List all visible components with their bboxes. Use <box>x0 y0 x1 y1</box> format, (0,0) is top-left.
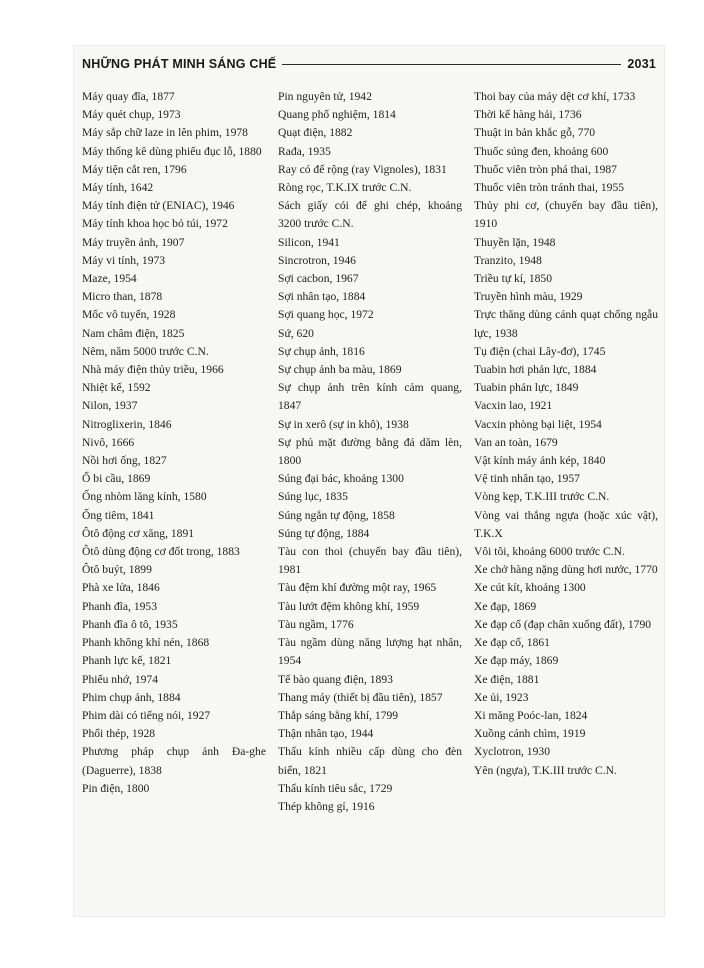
index-entry: Vệ tinh nhân tạo, 1957 <box>474 472 580 486</box>
index-entry: Thận nhân tạo, 1944 <box>278 727 374 741</box>
index-entry: Nhà máy điện thủy triều, 1966 <box>82 363 224 377</box>
index-entry: Ống tiêm, 1841 <box>82 508 155 522</box>
index-entry: Nhiệt kế, 1592 <box>82 381 151 395</box>
index-entry: Máy quét chụp, 1973 <box>82 108 181 122</box>
index-entry: Trực thăng dùng cánh quạt chống ngẫu lực, 1938 <box>474 308 658 340</box>
index-entry: Phim dài có tiếng nói, 1927 <box>82 708 211 722</box>
index-entry: Phiếu nhớ, 1974 <box>82 672 159 686</box>
index-entry: Thang máy (thiết bị đầu tiên), 1857 <box>278 690 443 704</box>
index-entry: Xe đạp máy, 1869 <box>474 654 559 668</box>
index-columns <box>82 88 658 816</box>
index-entry: Máy tính, 1642 <box>82 181 154 195</box>
index-entry: Vacxin phòng bại liệt, 1954 <box>474 417 602 431</box>
index-entry: Maze, 1954 <box>82 272 137 286</box>
index-entry: Mốc vô tuyến, 1928 <box>82 308 176 322</box>
index-entry: Phương pháp chụp ảnh Đa-ghe (Daguerre), 1838 <box>82 745 266 777</box>
index-entry: Vòng vai thắng ngựa (hoặc xúc vật), T.K.X <box>474 508 658 540</box>
index-entry: Tụ điện (chai Lây-đơ), 1745 <box>474 344 606 358</box>
column-3 <box>474 88 658 816</box>
index-entry: Phổi thép, 1928 <box>82 727 156 741</box>
index-entry: Thoi bay của máy dệt cơ khí, 1733 <box>474 90 636 103</box>
index-entry: Máy quay đĩa, 1877 <box>82 90 175 103</box>
index-entry: Máy truyền ảnh, 1907 <box>82 235 185 249</box>
index-entry: Vacxin lao, 1921 <box>474 399 553 413</box>
index-entry: Ray có đế rộng (ray Vignoles), 1831 <box>278 162 447 176</box>
index-entry: Súng lục, 1835 <box>278 490 348 504</box>
index-entry: Nồi hơi ống, 1827 <box>82 454 167 468</box>
index-entry: Ôtô động cơ xăng, 1891 <box>82 526 195 540</box>
index-entry: Thấu kính tiêu sắc, 1729 <box>278 781 393 795</box>
index-entry: Tàu đệm khí đường một ray, 1965 <box>278 581 437 595</box>
page-number: 2031 <box>627 57 656 71</box>
index-entry: Thuật in bản khắc gỗ, 770 <box>474 126 596 140</box>
index-entry: Sợi cacbon, 1967 <box>278 272 359 286</box>
index-entry: Sự chụp ảnh, 1816 <box>278 344 365 358</box>
index-entry: Thắp sáng bằng khí, 1799 <box>278 708 399 722</box>
index-entry: Nêm, năm 5000 trước C.N. <box>82 344 209 358</box>
column-2 <box>278 88 462 816</box>
index-entry: Nam châm điện, 1825 <box>82 326 185 340</box>
index-entry: Sợi nhân tạo, 1884 <box>278 290 366 304</box>
index-entry: Sợi quang học, 1972 <box>278 308 374 322</box>
index-entry: Ống nhòm lăng kính, 1580 <box>82 490 207 504</box>
index-entry: Truyền hình màu, 1929 <box>474 290 583 304</box>
index-entry: Tàu ngầm dùng năng lượng hạt nhân, 1954 <box>278 636 462 668</box>
index-entry: Súng đại bác, khoảng 1300 <box>278 472 404 486</box>
index-entry: Xuồng cánh chìm, 1919 <box>474 727 586 741</box>
index-entry: Quang phổ nghiệm, 1814 <box>278 108 396 122</box>
index-entry: Phà xe lửa, 1846 <box>82 581 160 595</box>
index-entry: Ôtô dùng động cơ đốt trong, 1883 <box>82 545 240 559</box>
index-entry: Súng ngắn tự động, 1858 <box>278 508 395 522</box>
index-entry: Ôtô buýt, 1899 <box>82 563 152 577</box>
index-entry: Thấu kính nhiều cấp dùng cho đèn biển, 1821 <box>278 745 462 777</box>
index-entry: Máy tiện cắt ren, 1796 <box>82 162 187 176</box>
index-entry: Thủy phi cơ, (chuyến bay đầu tiên), 1910 <box>474 199 658 231</box>
index-entry: Xe đạp, 1869 <box>474 599 537 613</box>
index-entry: Thời kế hàng hải, 1736 <box>474 108 582 122</box>
index-entry: Pin điện, 1800 <box>82 781 150 795</box>
index-entry: Vôi tôi, khoảng 6000 trước C.N. <box>474 545 625 559</box>
index-entry: Xe điện, 1881 <box>474 672 540 686</box>
index-entry: Silicon, 1941 <box>278 235 340 249</box>
index-entry: Ổ bi cầu, 1869 <box>82 472 151 486</box>
index-entry: Tuabin phản lực, 1849 <box>474 381 579 395</box>
index-entry: Vòng kẹp, T.K.III trước C.N. <box>474 490 610 504</box>
index-entry: Xe đạp cổ, 1861 <box>474 636 550 650</box>
index-entry: Tàu con thoi (chuyến bay đầu tiên), 1981 <box>278 545 462 577</box>
index-entry: Phanh lực kế, 1821 <box>82 654 172 668</box>
index-entry: Micro than, 1878 <box>82 290 163 304</box>
index-entry: Quạt điện, 1882 <box>278 126 353 140</box>
index-entry: Xe chở hàng nặng dùng hơi nước, 1770 <box>474 563 658 577</box>
index-entry: Phanh không khí nén, 1868 <box>82 636 210 650</box>
index-entry: Phim chụp ảnh, 1884 <box>82 690 181 704</box>
index-entry: Xe đạp cổ (đạp chân xuống đất), 1790 <box>474 617 652 631</box>
index-entry: Thuyền lặn, 1948 <box>474 235 556 249</box>
index-entry: Thuốc súng đen, khoảng 600 <box>474 144 609 158</box>
index-entry: Sứ, 620 <box>278 326 314 340</box>
index-entry: Vật kính máy ảnh kép, 1840 <box>474 454 606 468</box>
index-entry: Nilon, 1937 <box>82 399 138 413</box>
index-entry: Triều tự kí, 1850 <box>474 272 553 286</box>
index-entry: Thuốc viên tròn tránh thai, 1955 <box>474 181 625 195</box>
index-entry: Yên (ngựa), T.K.III trước C.N. <box>474 763 617 777</box>
index-entry: Van an toàn, 1679 <box>474 435 558 449</box>
index-entry: Nivô, 1666 <box>82 435 135 449</box>
index-entry: Thép không gỉ, 1916 <box>278 799 375 813</box>
index-entry: Tàu lướt đệm không khí, 1959 <box>278 599 420 613</box>
index-entry: Sách giấy cói để ghi chép, khoảng 3200 trước C.N. <box>278 199 462 231</box>
index-entry: Phanh đĩa, 1953 <box>82 599 158 613</box>
index-entry: Máy vi tính, 1973 <box>82 253 166 267</box>
column-1 <box>82 88 266 816</box>
index-entry: Sincrotron, 1946 <box>278 253 356 267</box>
index-entry: Máy sắp chữ laze in lên phim, 1978 <box>82 126 248 140</box>
index-entry: Súng tự động, 1884 <box>278 526 370 540</box>
index-entry: Tàu ngầm, 1776 <box>278 617 354 631</box>
index-entry: Sự chụp ảnh trên kính cảm quang, 1847 <box>278 381 462 413</box>
index-entry: Máy tính điện tử (ENIAC), 1946 <box>82 199 235 213</box>
index-entry: Xi măng Poóc-lan, 1824 <box>474 708 588 722</box>
header-rule <box>282 64 621 65</box>
index-entry: Sự chụp ảnh ba màu, 1869 <box>278 363 402 377</box>
index-entry: Phanh đĩa ô tô, 1935 <box>82 617 178 631</box>
index-entry: Máy thống kê dùng phiếu đục lỗ, 1880 <box>82 144 262 158</box>
index-entry: Pin nguyên tử, 1942 <box>278 90 372 103</box>
index-entry: Ròng rọc, T.K.IX trước C.N. <box>278 181 412 195</box>
index-entry: Tranzito, 1948 <box>474 253 542 267</box>
book-page <box>74 46 664 916</box>
running-title: NHỮNG PHÁT MINH SÁNG CHẾ <box>82 57 277 71</box>
page-header <box>82 54 656 74</box>
index-entry: Sự in xerô (sự in khô), 1938 <box>278 417 409 431</box>
index-entry: Xyclotron, 1930 <box>474 745 550 759</box>
index-entry: Tế bào quang điện, 1893 <box>278 672 393 686</box>
index-entry: Tuabin hơi phản lực, 1884 <box>474 363 597 377</box>
index-entry: Nitroglixerin, 1846 <box>82 417 172 431</box>
index-entry: Xe ủi, 1923 <box>474 690 529 704</box>
index-entry: Máy tính khoa học bỏ túi, 1972 <box>82 217 228 231</box>
index-entry: Sự phủ mặt đường bằng đá dăm lèn, 1800 <box>278 435 462 468</box>
index-entry: Xe cút kít, khoảng 1300 <box>474 581 586 595</box>
index-entry: Thuốc viên tròn phá thai, 1987 <box>474 162 617 176</box>
index-entry: Rađa, 1935 <box>278 144 331 158</box>
